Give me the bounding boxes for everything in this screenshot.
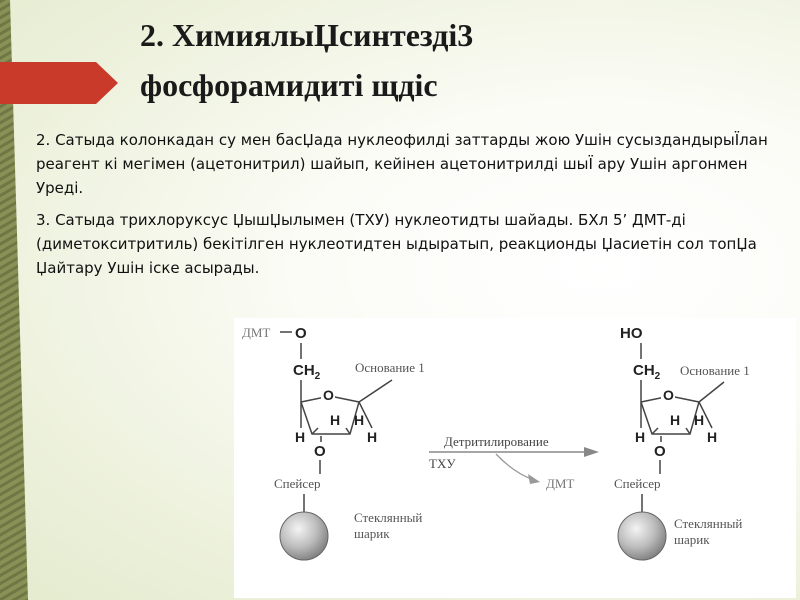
left-ch2-label: $CH_2$ [293,362,321,382]
right-h-inner-1: H [670,412,681,428]
arrow-byproduct: ДМТ [546,476,575,491]
right-o3-label: O [654,443,666,460]
right-base-label: Основание 1 [680,363,750,378]
right-ring-o-label: O [663,387,674,403]
slide-title-line-1: 2. ХимиялыЏсинтезді3 [140,17,474,53]
right-ch2-label: $CH_2$ [633,362,661,382]
title-accent-tab [0,62,118,104]
arrow-label: Детритилирование [444,434,549,449]
slide-body [36,128,776,288]
left-o3-label: O [314,443,326,460]
left-bead-label-line2: шарик [354,526,390,541]
byproduct-arrow [496,454,534,480]
right-glass-bead [618,512,666,560]
right-bead-label-line1: Стеклянный [674,516,743,531]
paragraph-step-3: 3. Сатыда трихлоруксус ЏышЏылымен (ТХУ) нуклеотидты шайады. БХл 5’ ДМТ-ді (диметокситритиль) бекітілген нуклеотидтен ыдыратып, реакционды Џасиетін сол топЏа Џайтару Ушін іске асырады. [36,211,757,277]
reaction-arrow-group [429,434,599,491]
left-glass-bead [280,512,328,560]
left-o5-label: O [295,325,307,342]
right-molecule [614,325,750,560]
right-h-outer-2: H [707,429,718,445]
slide-title-line-2: фосфорамидиті щдіс [140,67,438,103]
left-molecule [242,325,425,560]
left-bead-label-line1: Стеклянный [354,510,423,525]
left-spacer-label: Спейсер [274,476,321,491]
left-h-inner-1: H [330,412,341,428]
paragraph-step-2: 2. Сатыда колонкадан су мен басЏада нуклеофилді заттарды жою Ушін сусыздандырыЇлан реагент кі мегімен (ацетонитрил) шайып, кейінен ацетонитрилді шыЇ ару Ушін аргонмен Уреді. [36,131,768,197]
left-h-outer-2: H [367,429,378,445]
left-h-inner-2: H [354,412,365,428]
right-ho-label: HO [620,325,643,342]
left-base-label: Основание 1 [355,360,425,375]
left-ring-o-label: O [323,387,334,403]
right-bead-label-line2: шарик [674,532,710,547]
slide-title [140,10,760,110]
right-spacer-label: Спейсер [614,476,661,491]
right-h-inner-2: H [694,412,705,428]
arrow-reagent: ТХУ [429,456,456,471]
left-h-outer-1: H [295,429,306,445]
right-h-outer-1: H [635,429,646,445]
left-dmt-label: ДМТ [242,325,271,340]
detritylation-diagram [234,318,796,598]
